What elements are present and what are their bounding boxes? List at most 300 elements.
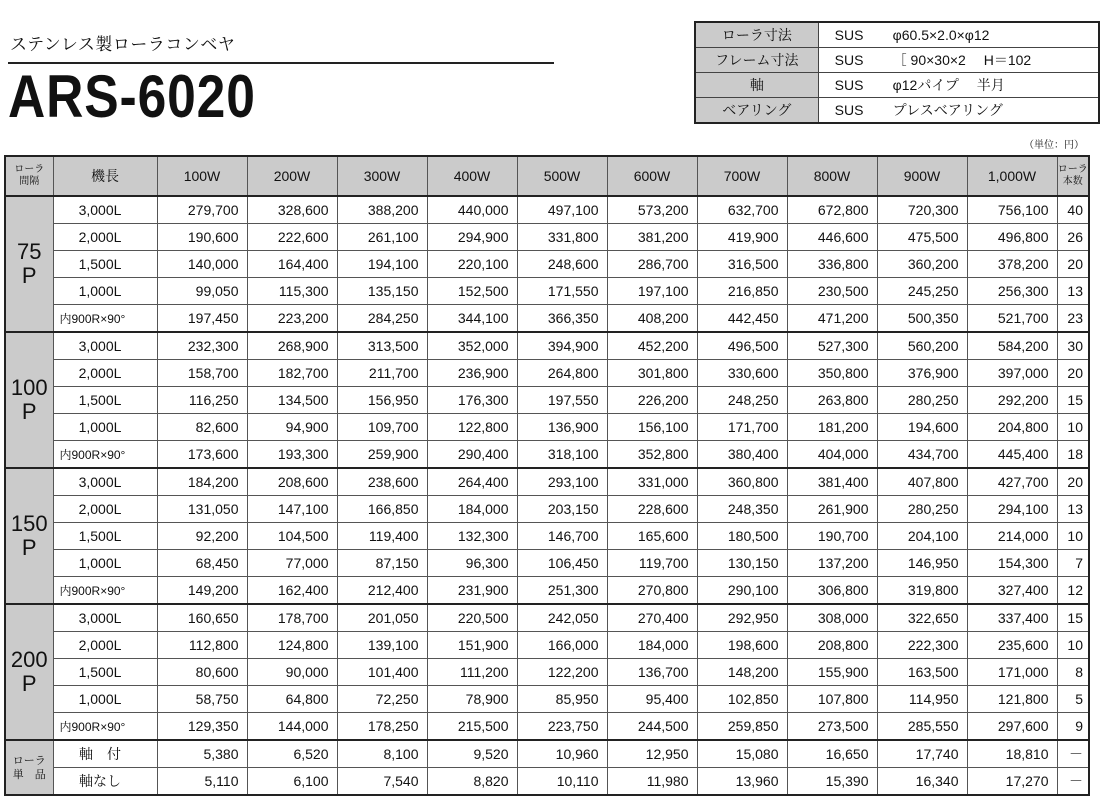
price-cell: 248,250 [697, 387, 787, 414]
price-cell: 166,000 [517, 632, 607, 659]
price-cell: 193,300 [247, 441, 337, 469]
price-cell: 18,810 [967, 740, 1057, 768]
roller-count-cell: 9 [1057, 713, 1089, 741]
price-cell: 140,000 [157, 251, 247, 278]
price-cell: 407,800 [877, 468, 967, 496]
price-cell: 259,850 [697, 713, 787, 741]
price-cell: 163,500 [877, 659, 967, 686]
price-cell: 166,850 [337, 496, 427, 523]
price-cell: 102,850 [697, 686, 787, 713]
price-cell: 216,850 [697, 278, 787, 305]
roller-count-cell: 7 [1057, 550, 1089, 577]
price-cell: 442,450 [697, 305, 787, 333]
price-cell: 17,270 [967, 768, 1057, 796]
roller-count-cell: 8 [1057, 659, 1089, 686]
length-cell: 2,000L [53, 360, 157, 387]
price-cell: 319,800 [877, 577, 967, 605]
price-cell: 223,200 [247, 305, 337, 333]
length-cell: 3,000L [53, 332, 157, 360]
price-cell: 452,200 [607, 332, 697, 360]
price-cell: 16,340 [877, 768, 967, 796]
price-cell: 318,100 [517, 441, 607, 469]
price-cell: 171,000 [967, 659, 1057, 686]
price-cell: 15,080 [697, 740, 787, 768]
price-cell: 5,380 [157, 740, 247, 768]
pitch-group-label: 100 P [5, 332, 53, 468]
price-cell: 297,600 [967, 713, 1057, 741]
price-cell: 85,950 [517, 686, 607, 713]
price-cell: 244,500 [607, 713, 697, 741]
price-cell: 290,100 [697, 577, 787, 605]
price-cell: 445,400 [967, 441, 1057, 469]
table-row [5, 441, 1089, 469]
price-cell: 96,300 [427, 550, 517, 577]
price-cell: 181,200 [787, 414, 877, 441]
price-cell: 290,400 [427, 441, 517, 469]
table-row [5, 523, 1089, 550]
price-cell: 165,600 [607, 523, 697, 550]
table-row [5, 360, 1089, 387]
spec-value: φ60.5×2.0×φ12 [892, 27, 990, 43]
price-cell: 144,000 [247, 713, 337, 741]
price-cell: 82,600 [157, 414, 247, 441]
price-cell: 162,400 [247, 577, 337, 605]
price-cell: 408,200 [607, 305, 697, 333]
table-row [5, 632, 1089, 659]
roller-count-cell: 18 [1057, 441, 1089, 469]
length-cell: 2,000L [53, 224, 157, 251]
table-row [5, 768, 1089, 796]
spec-material: SUS [834, 52, 864, 68]
header-width: 300W [337, 156, 427, 196]
price-cell: 226,200 [607, 387, 697, 414]
pitch-group-label: ローラ 単 品 [5, 740, 53, 795]
price-cell: 146,950 [877, 550, 967, 577]
price-cell: 8,100 [337, 740, 427, 768]
price-cell: 190,700 [787, 523, 877, 550]
price-cell: 201,050 [337, 604, 427, 632]
model-number: ARS-6020 [8, 63, 256, 130]
price-cell: 427,700 [967, 468, 1057, 496]
length-cell: 3,000L [53, 196, 157, 224]
pitch-group-label: 75 P [5, 196, 53, 332]
price-cell: 197,550 [517, 387, 607, 414]
price-cell: 352,800 [607, 441, 697, 469]
price-cell: 106,450 [517, 550, 607, 577]
price-cell: 214,000 [967, 523, 1057, 550]
price-cell: 360,800 [697, 468, 787, 496]
spec-value-cell [818, 22, 1099, 48]
price-cell: 263,800 [787, 387, 877, 414]
price-cell: 232,300 [157, 332, 247, 360]
price-cell: 220,100 [427, 251, 517, 278]
price-cell: 248,350 [697, 496, 787, 523]
price-cell: 139,100 [337, 632, 427, 659]
spec-material: SUS [834, 77, 864, 93]
price-cell: 270,400 [607, 604, 697, 632]
price-cell: 268,900 [247, 332, 337, 360]
price-cell: 8,820 [427, 768, 517, 796]
length-cell: 2,000L [53, 632, 157, 659]
length-cell: 1,500L [53, 659, 157, 686]
price-cell: 194,600 [877, 414, 967, 441]
price-cell: 573,200 [607, 196, 697, 224]
price-cell: 228,600 [607, 496, 697, 523]
length-cell: 1,000L [53, 686, 157, 713]
spec-row [695, 73, 1099, 98]
price-cell: 156,100 [607, 414, 697, 441]
price-cell: 230,500 [787, 278, 877, 305]
price-table [4, 155, 1090, 796]
price-cell: 308,000 [787, 604, 877, 632]
price-cell: 131,050 [157, 496, 247, 523]
price-cell: 136,900 [517, 414, 607, 441]
price-cell: 204,800 [967, 414, 1057, 441]
price-cell: 496,800 [967, 224, 1057, 251]
roller-count-cell: 13 [1057, 496, 1089, 523]
price-cell: 394,900 [517, 332, 607, 360]
price-cell: 306,800 [787, 577, 877, 605]
price-cell: 164,400 [247, 251, 337, 278]
length-cell: 内900R×90° [53, 577, 157, 605]
price-cell: 87,150 [337, 550, 427, 577]
price-cell: 293,100 [517, 468, 607, 496]
price-cell: 160,650 [157, 604, 247, 632]
price-cell: 331,000 [607, 468, 697, 496]
price-cell: 672,800 [787, 196, 877, 224]
table-row [5, 196, 1089, 224]
roller-count-cell: 40 [1057, 196, 1089, 224]
price-cell: 198,600 [697, 632, 787, 659]
price-cell: 212,400 [337, 577, 427, 605]
unit-note: （単位：円） [1024, 140, 1084, 151]
roller-count-cell: 30 [1057, 332, 1089, 360]
price-cell: 68,450 [157, 550, 247, 577]
length-cell: 1,500L [53, 387, 157, 414]
price-cell: 11,980 [607, 768, 697, 796]
price-cell: 238,600 [337, 468, 427, 496]
header-width: 200W [247, 156, 337, 196]
product-subtitle: ステンレス製ローラコンベヤ [10, 35, 236, 54]
price-cell: 90,000 [247, 659, 337, 686]
header-width: 800W [787, 156, 877, 196]
price-cell: 178,250 [337, 713, 427, 741]
header-width: 700W [697, 156, 787, 196]
price-cell: 116,250 [157, 387, 247, 414]
price-cell: 173,600 [157, 441, 247, 469]
price-cell: 248,600 [517, 251, 607, 278]
price-cell: 92,200 [157, 523, 247, 550]
price-cell: 336,800 [787, 251, 877, 278]
price-cell: 13,960 [697, 768, 787, 796]
price-cell: 155,900 [787, 659, 877, 686]
price-cell: 261,900 [787, 496, 877, 523]
length-cell: 1,000L [53, 550, 157, 577]
length-cell: 内900R×90° [53, 441, 157, 469]
price-cell: 242,050 [517, 604, 607, 632]
table-row [5, 278, 1089, 305]
price-cell: 261,100 [337, 224, 427, 251]
price-cell: 107,800 [787, 686, 877, 713]
spec-row [695, 22, 1099, 48]
spec-table [694, 21, 1100, 124]
price-cell: 301,800 [607, 360, 697, 387]
length-cell: 内900R×90° [53, 713, 157, 741]
price-cell: 344,100 [427, 305, 517, 333]
price-cell: 94,900 [247, 414, 337, 441]
length-cell: 内900R×90° [53, 305, 157, 333]
price-cell: 279,700 [157, 196, 247, 224]
price-cell: 231,900 [427, 577, 517, 605]
price-cell: 256,300 [967, 278, 1057, 305]
spec-label: ベアリング [695, 98, 818, 124]
header-width: 1,000W [967, 156, 1057, 196]
price-cell: 397,000 [967, 360, 1057, 387]
price-cell: 111,200 [427, 659, 517, 686]
header-width: 100W [157, 156, 247, 196]
table-row [5, 496, 1089, 523]
pitch-group-label: 200 P [5, 604, 53, 740]
spec-row [695, 98, 1099, 124]
header-width: 500W [517, 156, 607, 196]
price-cell: 497,100 [517, 196, 607, 224]
price-cell: 584,200 [967, 332, 1057, 360]
spec-label: 軸 [695, 73, 818, 98]
pitch-group-label: 150 P [5, 468, 53, 604]
spec-material: SUS [834, 27, 864, 43]
price-cell: 223,750 [517, 713, 607, 741]
roller-count-cell: － [1057, 740, 1089, 768]
price-cell: 154,300 [967, 550, 1057, 577]
price-cell: 130,150 [697, 550, 787, 577]
roller-count-cell: 20 [1057, 468, 1089, 496]
roller-count-cell: 13 [1057, 278, 1089, 305]
table-row [5, 713, 1089, 741]
spec-material: SUS [834, 102, 864, 118]
price-cell: 15,390 [787, 768, 877, 796]
table-row [5, 659, 1089, 686]
price-cell: 114,950 [877, 686, 967, 713]
price-cell: 330,600 [697, 360, 787, 387]
price-cell: 9,520 [427, 740, 517, 768]
price-cell: 146,700 [517, 523, 607, 550]
roller-count-cell: 15 [1057, 387, 1089, 414]
table-row [5, 414, 1089, 441]
price-cell: 137,200 [787, 550, 877, 577]
roller-count-cell: 5 [1057, 686, 1089, 713]
price-cell: 10,960 [517, 740, 607, 768]
price-cell: 184,000 [607, 632, 697, 659]
price-cell: 352,000 [427, 332, 517, 360]
table-row [5, 332, 1089, 360]
price-cell: 119,700 [607, 550, 697, 577]
spec-row [695, 48, 1099, 73]
table-row [5, 468, 1089, 496]
price-cell: 122,200 [517, 659, 607, 686]
price-cell: 190,600 [157, 224, 247, 251]
price-cell: 292,950 [697, 604, 787, 632]
header-width: 900W [877, 156, 967, 196]
price-cell: 194,100 [337, 251, 427, 278]
price-cell: 152,500 [427, 278, 517, 305]
price-cell: 251,300 [517, 577, 607, 605]
price-cell: 104,500 [247, 523, 337, 550]
header-width: 400W [427, 156, 517, 196]
roller-count-cell: 12 [1057, 577, 1089, 605]
price-cell: 122,800 [427, 414, 517, 441]
price-cell: 527,300 [787, 332, 877, 360]
price-cell: 220,500 [427, 604, 517, 632]
spec-value-cell [818, 98, 1099, 124]
price-cell: 6,100 [247, 768, 337, 796]
price-cell: 197,450 [157, 305, 247, 333]
table-row [5, 740, 1089, 768]
price-cell: 134,500 [247, 387, 337, 414]
price-cell: 236,900 [427, 360, 517, 387]
price-cell: 10,110 [517, 768, 607, 796]
price-cell: 270,800 [607, 577, 697, 605]
length-cell: 軸 付 [53, 740, 157, 768]
spec-label: フレーム寸法 [695, 48, 818, 73]
header-row [5, 156, 1089, 196]
table-row [5, 604, 1089, 632]
price-cell: 264,400 [427, 468, 517, 496]
price-cell: 72,250 [337, 686, 427, 713]
price-cell: 151,900 [427, 632, 517, 659]
length-cell: 軸なし [53, 768, 157, 796]
price-cell: 222,600 [247, 224, 337, 251]
price-cell: 178,700 [247, 604, 337, 632]
price-cell: 280,250 [877, 496, 967, 523]
table-row [5, 224, 1089, 251]
price-cell: 171,550 [517, 278, 607, 305]
price-cell: 211,700 [337, 360, 427, 387]
table-row [5, 305, 1089, 333]
price-cell: 78,900 [427, 686, 517, 713]
table-row [5, 387, 1089, 414]
price-cell: 419,900 [697, 224, 787, 251]
price-cell: 720,300 [877, 196, 967, 224]
roller-count-cell: － [1057, 768, 1089, 796]
price-cell: 121,800 [967, 686, 1057, 713]
price-cell: 129,350 [157, 713, 247, 741]
price-cell: 294,100 [967, 496, 1057, 523]
price-cell: 124,800 [247, 632, 337, 659]
price-cell: 222,300 [877, 632, 967, 659]
price-cell: 756,100 [967, 196, 1057, 224]
price-cell: 77,000 [247, 550, 337, 577]
price-cell: 380,400 [697, 441, 787, 469]
price-cell: 313,500 [337, 332, 427, 360]
length-cell: 1,500L [53, 251, 157, 278]
price-cell: 5,110 [157, 768, 247, 796]
price-cell: 12,950 [607, 740, 697, 768]
price-cell: 204,100 [877, 523, 967, 550]
price-cell: 148,200 [697, 659, 787, 686]
price-cell: 197,100 [607, 278, 697, 305]
price-cell: 331,800 [517, 224, 607, 251]
price-cell: 17,740 [877, 740, 967, 768]
price-cell: 366,350 [517, 305, 607, 333]
price-cell: 180,500 [697, 523, 787, 550]
header-length: 機長 [53, 156, 157, 196]
price-cell: 99,050 [157, 278, 247, 305]
price-cell: 440,000 [427, 196, 517, 224]
price-cell: 136,700 [607, 659, 697, 686]
roller-count-cell: 10 [1057, 523, 1089, 550]
price-cell: 360,200 [877, 251, 967, 278]
price-cell: 280,250 [877, 387, 967, 414]
spec-value: φ12パイプ 半月 [892, 77, 1005, 93]
price-cell: 184,200 [157, 468, 247, 496]
spec-label: ローラ寸法 [695, 22, 818, 48]
price-cell: 322,650 [877, 604, 967, 632]
price-cell: 632,700 [697, 196, 787, 224]
price-cell: 135,150 [337, 278, 427, 305]
price-cell: 64,800 [247, 686, 337, 713]
price-cell: 171,700 [697, 414, 787, 441]
price-cell: 7,540 [337, 768, 427, 796]
price-cell: 182,700 [247, 360, 337, 387]
spec-value-cell [818, 73, 1099, 98]
price-cell: 112,800 [157, 632, 247, 659]
header-width: 600W [607, 156, 697, 196]
price-cell: 381,200 [607, 224, 697, 251]
spec-value-cell [818, 48, 1099, 73]
price-cell: 388,200 [337, 196, 427, 224]
price-cell: 475,500 [877, 224, 967, 251]
length-cell: 2,000L [53, 496, 157, 523]
price-cell: 95,400 [607, 686, 697, 713]
price-cell: 327,400 [967, 577, 1057, 605]
price-cell: 156,950 [337, 387, 427, 414]
length-cell: 1,000L [53, 414, 157, 441]
price-cell: 6,520 [247, 740, 337, 768]
price-cell: 119,400 [337, 523, 427, 550]
price-cell: 264,800 [517, 360, 607, 387]
length-cell: 1,500L [53, 523, 157, 550]
roller-count-cell: 10 [1057, 414, 1089, 441]
price-cell: 132,300 [427, 523, 517, 550]
roller-count-cell: 10 [1057, 632, 1089, 659]
price-cell: 147,100 [247, 496, 337, 523]
header-count: ローラ 本数 [1057, 156, 1089, 196]
price-cell: 446,600 [787, 224, 877, 251]
spec-value: プレスベアリング [892, 102, 1003, 118]
price-cell: 16,650 [787, 740, 877, 768]
price-cell: 176,300 [427, 387, 517, 414]
price-cell: 316,500 [697, 251, 787, 278]
price-cell: 58,750 [157, 686, 247, 713]
price-cell: 521,700 [967, 305, 1057, 333]
price-cell: 109,700 [337, 414, 427, 441]
price-cell: 328,600 [247, 196, 337, 224]
price-cell: 208,800 [787, 632, 877, 659]
header-pitch: ローラ 間隔 [5, 156, 53, 196]
table-row [5, 686, 1089, 713]
price-cell: 273,500 [787, 713, 877, 741]
roller-count-cell: 26 [1057, 224, 1089, 251]
price-cell: 284,250 [337, 305, 427, 333]
price-cell: 378,200 [967, 251, 1057, 278]
price-cell: 285,550 [877, 713, 967, 741]
price-cell: 259,900 [337, 441, 427, 469]
price-cell: 500,350 [877, 305, 967, 333]
price-cell: 294,900 [427, 224, 517, 251]
price-cell: 80,600 [157, 659, 247, 686]
roller-count-cell: 15 [1057, 604, 1089, 632]
roller-count-cell: 20 [1057, 251, 1089, 278]
